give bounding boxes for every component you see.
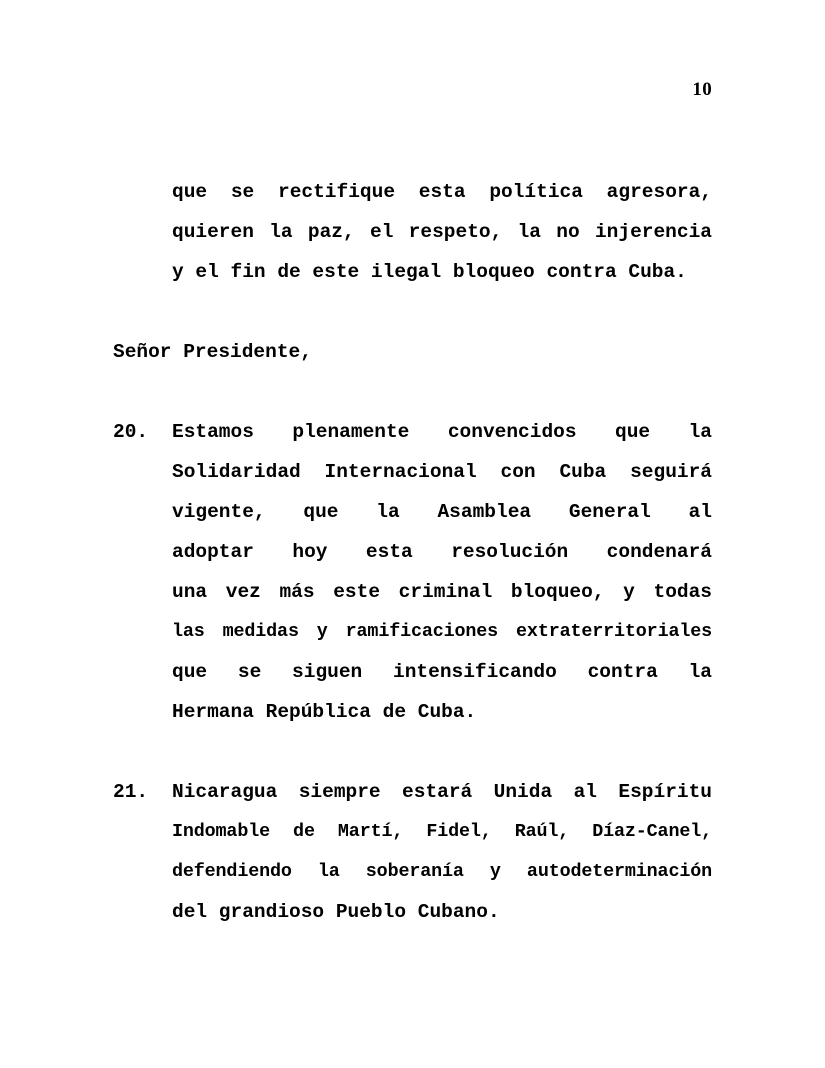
text-line: del grandioso Pueblo Cubano. xyxy=(172,901,500,923)
text-line: Indomable de Martí, Fidel, Raúl, Díaz-Canel, xyxy=(172,821,712,842)
paragraph-spacer xyxy=(113,292,712,332)
text-line: Solidaridad Internacional con Cuba seguirá xyxy=(172,461,712,483)
text-line: vigente, que la Asamblea General al xyxy=(172,501,712,523)
list-marker: 21. xyxy=(113,781,149,803)
text-line: Estamos plenamente convencidos que la xyxy=(172,421,712,443)
salutation xyxy=(113,332,712,372)
document-body xyxy=(113,172,712,932)
text-line: defendiendo la soberanía y autodeterminación xyxy=(172,861,712,882)
numbered-item-21 xyxy=(113,772,712,932)
text-line: Hermana República de Cuba. xyxy=(172,701,477,723)
paragraph-spacer xyxy=(113,372,712,412)
text-line: una vez más este criminal bloqueo, y todas xyxy=(172,581,712,603)
text-line: y el fin de este ilegal bloqueo contra Cuba. xyxy=(172,261,687,283)
text-line: Nicaragua siempre estará Unida al Espíritu xyxy=(172,781,712,803)
paragraph-spacer xyxy=(113,732,712,772)
paragraph-continuation xyxy=(172,172,712,292)
text-line: adoptar hoy esta resolución condenará xyxy=(172,541,712,563)
text-line: las medidas y ramificaciones extraterritoriales xyxy=(172,621,712,642)
text-line: quieren la paz, el respeto, la no injerencia xyxy=(172,221,712,243)
page-number: 10 xyxy=(692,79,712,100)
numbered-item-20 xyxy=(113,412,712,732)
text-line: que se rectifique esta política agresora, xyxy=(172,181,712,203)
text-line: que se siguen intensificando contra la xyxy=(172,661,712,683)
text-line: Señor Presidente, xyxy=(113,341,312,363)
list-marker: 20. xyxy=(113,421,149,443)
